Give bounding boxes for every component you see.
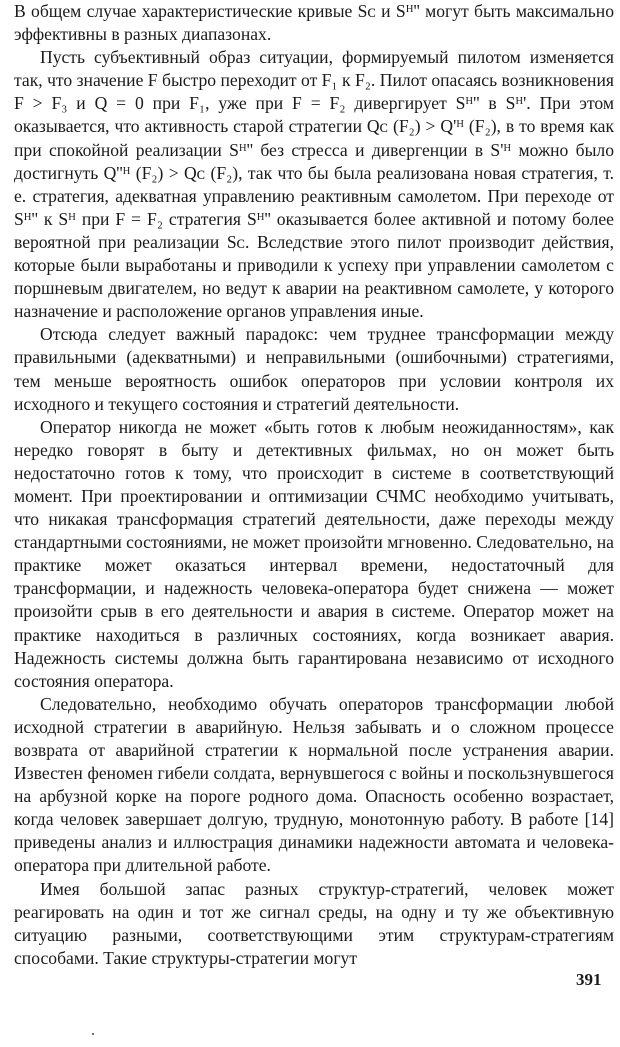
paragraph-3: Отсюда следует важный парадокс: чем труднее трансформации между правильными (адекватными) и неправильными (ошибочными) стратегиями, тем меньше вероятность ошибок операторов при условии контроля их исходного и текущего состояния и стратегий деятельности. [14, 324, 614, 414]
scan-speck [92, 1033, 94, 1035]
page-number: 391 [576, 970, 602, 989]
paragraph-4: Оператор никогда не может «быть готов к любым неожиданностям», как нередко говорят в быту и детективных фильмах, но он может быть недостаточно готов к тому, что происходит в системе в соответствующий момент. При проектировании и оптимизации СЧМС необходимо учитывать, что никакая трансформация стратегий деятельности, даже переходы между стандартными состояниями, не может произойти мгновенно. Следовательно, на практике может оказаться интервал времени, недостаточный для трансформации, и надежность человека-оператора будет снижена — может произойти срыв в его деятельности и авария в системе. Оператор может на практике находиться в различных состояниях, когда возникает авария. Надежность системы должна быть гарантирована независимо от исходного состояния оператора. [14, 416, 614, 691]
paragraph-5: Следовательно, необходимо обучать операторов трансформации любой исходной стратегии в аварийную. Нельзя забывать и о сложном процессе возврата от аварийной стратегии к нормальной после устранения аварии. Известен феномен гибели солдата, вернувшегося с войны и поскользнувшегося на арбузной корке на пороге родного дома. Опасность особенно возрастает, когда человек завершает долгую, трудную, монотонную работу. В работе [14] приведены анализ и иллюстрация динамики надежности автомата и человека-оператора при длительной работе. [14, 693, 614, 876]
paragraph-6: Имея большой запас разных структур-стратегий, человек может реагировать на один и тот же сигнал среды, на одну и ту же объективную ситуацию разными, соответствующими этим структурам-стратегиям способами. Такие структуры-стратегии могут [14, 878, 614, 968]
paragraph-1: В общем случае характеристические кривые Sᴄ и Sᴴ'' могут быть максимально эффективны в разных диапазонах. [14, 1, 614, 45]
paragraph-2: Пусть субъективный образ ситуации, формируемый пилотом изменяется так, что значение F быстро переходит от F₁ к F₂. Пилот опасаясь возникновения F > F₃ и Q = 0 при F₁, уже при F = F₂ дивергирует Sᴴ'' в Sᴴ'. При этом оказывается, что активность старой стратегии Qᴄ (F₂) > Q'ᴴ (F₂), в то время как при спокойной реализации Sᴴ'' без стресса и дивергенции в S'ᴴ можно было достигнуть Q''ᴴ (F₂) > Qᴄ (F₂), так что бы была реализована новая стратегия, т. е. стратегия, адекватная управлению реактивным самолетом. При переходе от Sᴴ'' к Sᴴ при F = F₂ стратегия Sᴴ'' оказывается более активной и потому более вероятной при реализации Sᴄ. Вследствие этого пилот производит действия, которые были выработаны и приводили к успеху при управлении самолетом с поршневым двигателем, но ведут к аварии на реактивном самолете, у которого назначение и расположение органов управления иные. [14, 47, 614, 322]
body-text [14, 0, 614, 970]
